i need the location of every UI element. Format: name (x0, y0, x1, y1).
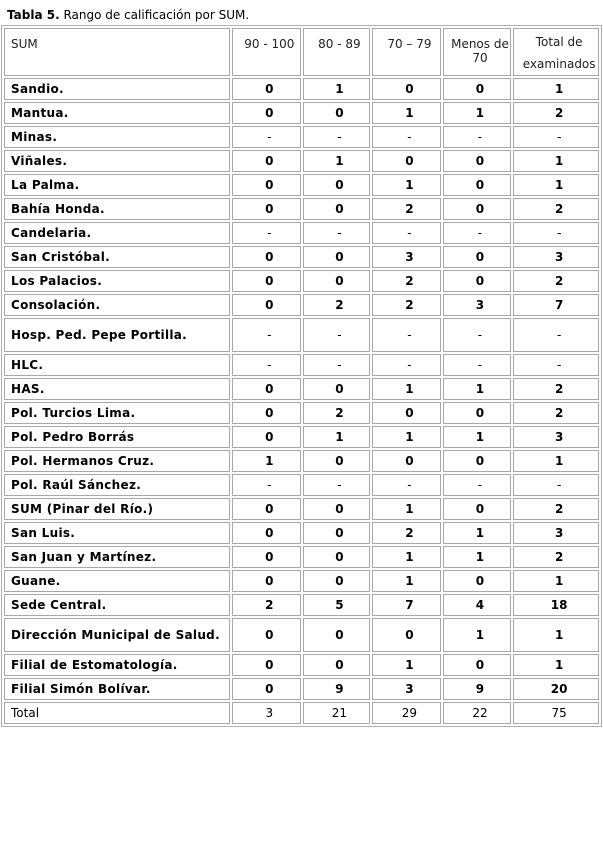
value-cell-menos-70: 4 (443, 594, 512, 616)
value-cell-menos-70: 1 (443, 618, 512, 652)
value-cell-80-89: - (303, 474, 371, 496)
value-cell-90-100: 2 (232, 594, 301, 616)
value-cell-90-100: - (232, 354, 301, 376)
value-cell-90-100: 0 (232, 654, 301, 676)
value-cell-70-79: 0 (372, 402, 441, 424)
table-row (4, 402, 599, 424)
value-cell-menos-70: 0 (443, 150, 512, 172)
value-cell-80-89: 2 (303, 294, 371, 316)
value-cell-menos-70: - (443, 318, 512, 352)
value-cell-total: 75 (513, 702, 599, 724)
value-cell-90-100: 0 (232, 678, 301, 700)
value-cell-total: - (513, 354, 599, 376)
value-cell-90-100: 3 (232, 702, 301, 724)
sum-name-cell: San Luis. (4, 522, 230, 544)
sum-name-cell: Sandio. (4, 78, 230, 100)
value-cell-menos-70: 0 (443, 570, 512, 592)
value-cell-total: 2 (513, 402, 599, 424)
value-cell-70-79: 0 (372, 618, 441, 652)
table-header-row (4, 28, 599, 76)
table-row (4, 246, 599, 268)
table-row (4, 102, 599, 124)
sum-name-cell: Guane. (4, 570, 230, 592)
value-cell-total: 20 (513, 678, 599, 700)
value-cell-70-79: 2 (372, 294, 441, 316)
value-cell-90-100: 0 (232, 102, 301, 124)
header-70-79: 70 – 79 (372, 28, 441, 76)
value-cell-total: 2 (513, 498, 599, 520)
value-cell-menos-70: 1 (443, 522, 512, 544)
value-cell-menos-70: 0 (443, 246, 512, 268)
value-cell-total: 3 (513, 426, 599, 448)
sum-name-cell: Dirección Municipal de Salud. (4, 618, 230, 652)
value-cell-menos-70: - (443, 126, 512, 148)
value-cell-total: 3 (513, 522, 599, 544)
sum-name-cell: San Juan y Martínez. (4, 546, 230, 568)
value-cell-90-100: 0 (232, 402, 301, 424)
table-row (4, 150, 599, 172)
table-row (4, 546, 599, 568)
value-cell-90-100: - (232, 318, 301, 352)
value-cell-90-100: 0 (232, 498, 301, 520)
value-cell-90-100: 0 (232, 618, 301, 652)
table-row (4, 678, 599, 700)
value-cell-80-89: 2 (303, 402, 371, 424)
value-cell-total: 1 (513, 174, 599, 196)
sum-name-cell: HAS. (4, 378, 230, 400)
value-cell-70-79: 1 (372, 174, 441, 196)
value-cell-total: - (513, 318, 599, 352)
value-cell-70-79: 2 (372, 270, 441, 292)
sum-name-cell: Bahía Honda. (4, 198, 230, 220)
sum-name-cell: San Cristóbal. (4, 246, 230, 268)
sum-name-cell: Candelaria. (4, 222, 230, 244)
value-cell-90-100: 0 (232, 174, 301, 196)
value-cell-90-100: 0 (232, 546, 301, 568)
sum-name-cell: La Palma. (4, 174, 230, 196)
value-cell-80-89: 1 (303, 78, 371, 100)
header-sum: SUM (4, 28, 230, 76)
value-cell-70-79: - (372, 126, 441, 148)
value-cell-80-89: 0 (303, 618, 371, 652)
value-cell-menos-70: 0 (443, 654, 512, 676)
value-cell-70-79: 2 (372, 522, 441, 544)
value-cell-menos-70: 1 (443, 378, 512, 400)
value-cell-70-79: - (372, 354, 441, 376)
value-cell-menos-70: - (443, 474, 512, 496)
value-cell-80-89: 1 (303, 150, 371, 172)
value-cell-total: - (513, 222, 599, 244)
value-cell-90-100: - (232, 474, 301, 496)
sum-name-cell: Filial de Estomatología. (4, 654, 230, 676)
value-cell-total: 2 (513, 270, 599, 292)
table-row (4, 618, 599, 652)
value-cell-total: 3 (513, 246, 599, 268)
table-row (4, 222, 599, 244)
sum-name-cell: Sede Central. (4, 594, 230, 616)
value-cell-70-79: 3 (372, 246, 441, 268)
value-cell-80-89: 0 (303, 498, 371, 520)
table-body (4, 28, 599, 724)
value-cell-total: 7 (513, 294, 599, 316)
value-cell-90-100: 0 (232, 78, 301, 100)
value-cell-90-100: 0 (232, 246, 301, 268)
value-cell-80-89: 0 (303, 102, 371, 124)
value-cell-menos-70: 22 (443, 702, 512, 724)
value-cell-total: 1 (513, 618, 599, 652)
table-row (4, 450, 599, 472)
value-cell-70-79: 1 (372, 498, 441, 520)
value-cell-70-79: 1 (372, 546, 441, 568)
value-cell-90-100: - (232, 222, 301, 244)
value-cell-80-89: 0 (303, 378, 371, 400)
sum-name-cell: Consolación. (4, 294, 230, 316)
table-row (4, 174, 599, 196)
value-cell-menos-70: 0 (443, 174, 512, 196)
value-cell-total: 1 (513, 570, 599, 592)
value-cell-70-79: 1 (372, 654, 441, 676)
value-cell-70-79: 1 (372, 102, 441, 124)
table-row (4, 354, 599, 376)
value-cell-menos-70: 0 (443, 402, 512, 424)
value-cell-menos-70: 3 (443, 294, 512, 316)
table-row (4, 522, 599, 544)
value-cell-80-89: 0 (303, 246, 371, 268)
table-row (4, 318, 599, 352)
table-row (4, 594, 599, 616)
header-total-examinados: Total de examinados (513, 28, 599, 76)
value-cell-menos-70: 1 (443, 102, 512, 124)
table-total-row (4, 702, 599, 724)
value-cell-80-89: 0 (303, 522, 371, 544)
table-row (4, 570, 599, 592)
value-cell-total: 2 (513, 546, 599, 568)
header-80-89: 80 - 89 (303, 28, 371, 76)
value-cell-menos-70: 0 (443, 78, 512, 100)
header-90-100: 90 - 100 (232, 28, 301, 76)
sum-name-cell: Pol. Hermanos Cruz. (4, 450, 230, 472)
caption-label: Tabla 5. (7, 8, 60, 22)
caption-text: Rango de calificación por SUM. (63, 8, 250, 22)
value-cell-80-89: 0 (303, 654, 371, 676)
sum-name-cell: Viñales. (4, 150, 230, 172)
table-row (4, 78, 599, 100)
sum-name-cell: Los Palacios. (4, 270, 230, 292)
grade-range-table (1, 25, 602, 727)
header-menos-70: Menos de 70 (443, 28, 512, 76)
total-label: Total (4, 702, 230, 724)
value-cell-80-89: - (303, 354, 371, 376)
sum-name-cell: Mantua. (4, 102, 230, 124)
value-cell-menos-70: - (443, 354, 512, 376)
table-row (4, 126, 599, 148)
value-cell-80-89: 21 (303, 702, 371, 724)
value-cell-70-79: 0 (372, 450, 441, 472)
table-row (4, 270, 599, 292)
value-cell-70-79: 0 (372, 150, 441, 172)
value-cell-70-79: - (372, 474, 441, 496)
value-cell-total: 1 (513, 450, 599, 472)
value-cell-menos-70: 9 (443, 678, 512, 700)
table-row (4, 294, 599, 316)
value-cell-total: 1 (513, 654, 599, 676)
value-cell-80-89: 0 (303, 174, 371, 196)
table-caption (7, 7, 249, 23)
value-cell-70-79: 3 (372, 678, 441, 700)
value-cell-70-79: 1 (372, 570, 441, 592)
value-cell-90-100: 0 (232, 378, 301, 400)
value-cell-total: 1 (513, 78, 599, 100)
sum-name-cell: Pol. Turcios Lima. (4, 402, 230, 424)
value-cell-90-100: 0 (232, 522, 301, 544)
value-cell-80-89: 0 (303, 450, 371, 472)
table-row (4, 426, 599, 448)
table-row (4, 474, 599, 496)
value-cell-70-79: 2 (372, 198, 441, 220)
value-cell-70-79: 1 (372, 426, 441, 448)
value-cell-menos-70: 1 (443, 426, 512, 448)
value-cell-70-79: - (372, 318, 441, 352)
value-cell-90-100: 0 (232, 570, 301, 592)
value-cell-total: 2 (513, 102, 599, 124)
value-cell-total: 1 (513, 150, 599, 172)
value-cell-menos-70: 0 (443, 270, 512, 292)
table-row (4, 498, 599, 520)
value-cell-90-100: - (232, 126, 301, 148)
value-cell-total: 2 (513, 378, 599, 400)
value-cell-90-100: 0 (232, 150, 301, 172)
value-cell-80-89: 0 (303, 570, 371, 592)
value-cell-90-100: 1 (232, 450, 301, 472)
value-cell-80-89: 9 (303, 678, 371, 700)
sum-name-cell: Hosp. Ped. Pepe Portilla. (4, 318, 230, 352)
value-cell-90-100: 0 (232, 198, 301, 220)
value-cell-70-79: - (372, 222, 441, 244)
value-cell-menos-70: 1 (443, 546, 512, 568)
sum-name-cell: SUM (Pinar del Río.) (4, 498, 230, 520)
sum-name-cell: HLC. (4, 354, 230, 376)
value-cell-80-89: 0 (303, 546, 371, 568)
sum-name-cell: Minas. (4, 126, 230, 148)
table-row (4, 378, 599, 400)
value-cell-total: 18 (513, 594, 599, 616)
value-cell-90-100: 0 (232, 426, 301, 448)
sum-name-cell: Pol. Raúl Sánchez. (4, 474, 230, 496)
value-cell-90-100: 0 (232, 270, 301, 292)
value-cell-menos-70: 0 (443, 450, 512, 472)
sum-name-cell: Filial Simón Bolívar. (4, 678, 230, 700)
value-cell-total: - (513, 126, 599, 148)
value-cell-70-79: 1 (372, 378, 441, 400)
value-cell-70-79: 7 (372, 594, 441, 616)
value-cell-80-89: - (303, 222, 371, 244)
value-cell-menos-70: 0 (443, 198, 512, 220)
value-cell-total: 2 (513, 198, 599, 220)
table-row (4, 654, 599, 676)
value-cell-menos-70: - (443, 222, 512, 244)
value-cell-90-100: 0 (232, 294, 301, 316)
sum-name-cell: Pol. Pedro Borrás (4, 426, 230, 448)
value-cell-80-89: 1 (303, 426, 371, 448)
value-cell-80-89: 0 (303, 270, 371, 292)
value-cell-80-89: 5 (303, 594, 371, 616)
value-cell-70-79: 0 (372, 78, 441, 100)
value-cell-menos-70: 0 (443, 498, 512, 520)
value-cell-80-89: - (303, 318, 371, 352)
value-cell-70-79: 29 (372, 702, 441, 724)
value-cell-80-89: 0 (303, 198, 371, 220)
table-row (4, 198, 599, 220)
value-cell-total: - (513, 474, 599, 496)
value-cell-80-89: - (303, 126, 371, 148)
